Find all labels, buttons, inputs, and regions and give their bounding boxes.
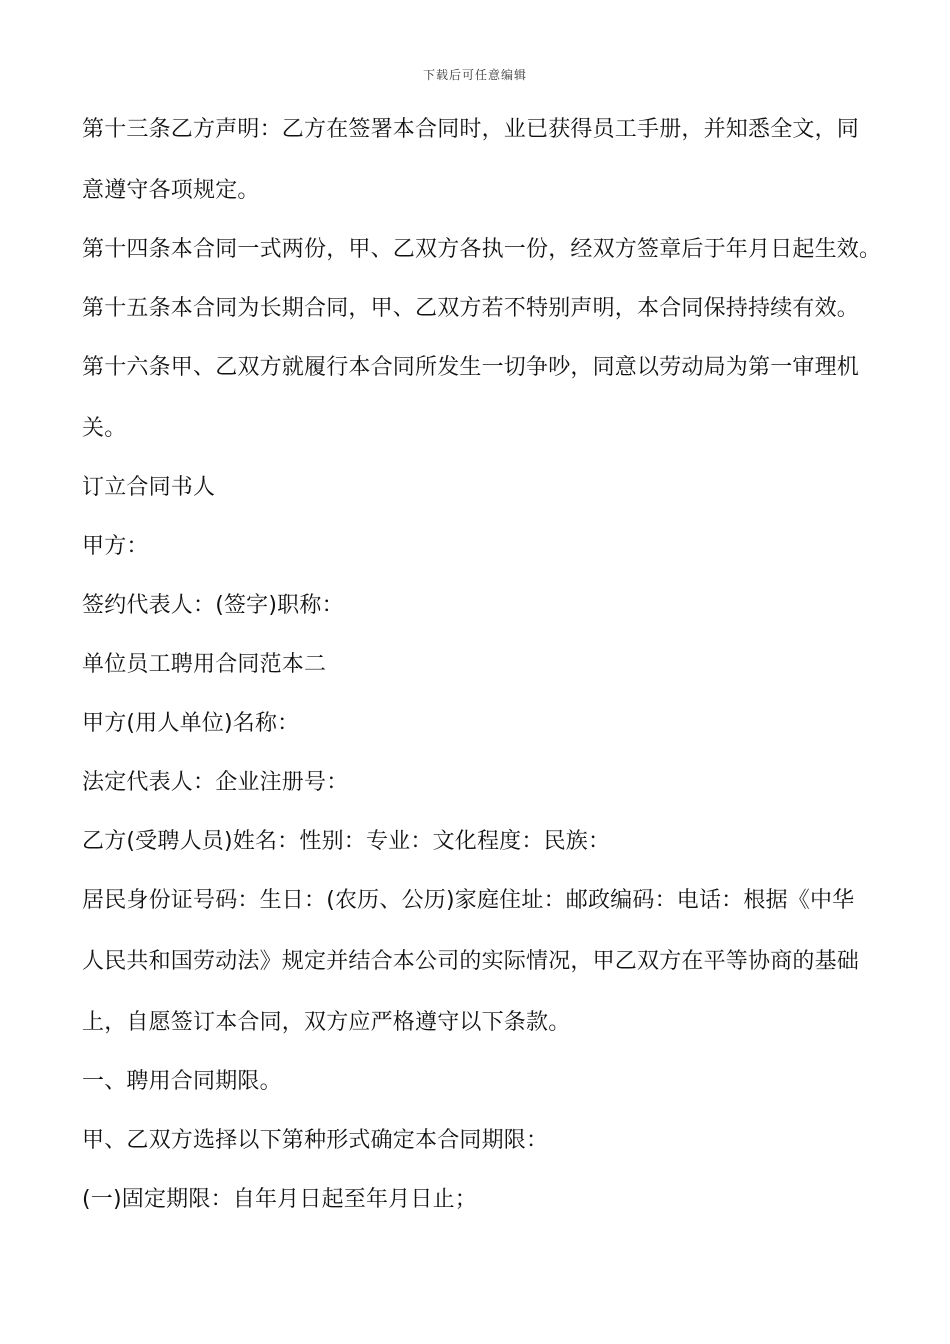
party-b-info-field: 乙方(受聘人员)姓名：性别：专业：文化程度：民族： <box>82 829 611 854</box>
clause-14: 第十四条本合同一式两份，甲、乙双方各执一份，经双方签章后于年月日起生效。 <box>82 237 882 262</box>
template-two-title: 单位员工聘用合同范本二 <box>82 652 327 677</box>
signatories-heading: 订立合同书人 <box>82 475 216 500</box>
clause-15: 第十五条本合同为长期合同，甲、乙双方若不特别声明，本合同保持持续有效。 <box>82 296 860 321</box>
section-1-heading: 一、聘用合同期限。 <box>82 1069 282 1094</box>
clause-13-line-1: 第十三条乙方声明：乙方在签署本合同时，业已获得员工手册，并知悉全文，同 <box>82 117 860 142</box>
id-info-line-2: 人民共和国劳动法》规定并结合本公司的实际情况，甲乙双方在平等协商的基础 <box>82 949 860 974</box>
party-a-name-field: 甲方(用人单位)名称： <box>82 711 300 736</box>
id-info-line-1: 居民身份证号码：生日：(农历、公历)家庭住址：邮政编码：电话：根据《中华 <box>82 888 855 913</box>
clause-16-line-2: 关。 <box>82 416 127 441</box>
signing-representative: 签约代表人：(签字)职称： <box>82 593 344 618</box>
fixed-term-item: (一)固定期限：自年月日起至年月日止； <box>82 1187 477 1212</box>
party-a-label: 甲方： <box>82 534 149 559</box>
term-selection: 甲、乙双方选择以下第种形式确定本合同期限： <box>82 1128 549 1153</box>
legal-representative-field: 法定代表人：企业注册号： <box>82 770 349 795</box>
page-header-note: 下载后可任意编辑 <box>422 68 527 82</box>
clause-16-line-1: 第十六条甲、乙双方就履行本合同所发生一切争吵，同意以劳动局为第一审理机 <box>82 355 860 380</box>
clause-13-line-2: 意遵守各项规定。 <box>82 178 260 203</box>
id-info-line-3: 上，自愿签订本合同，双方应严格遵守以下条款。 <box>82 1010 571 1035</box>
document-body <box>82 118 882 1212</box>
